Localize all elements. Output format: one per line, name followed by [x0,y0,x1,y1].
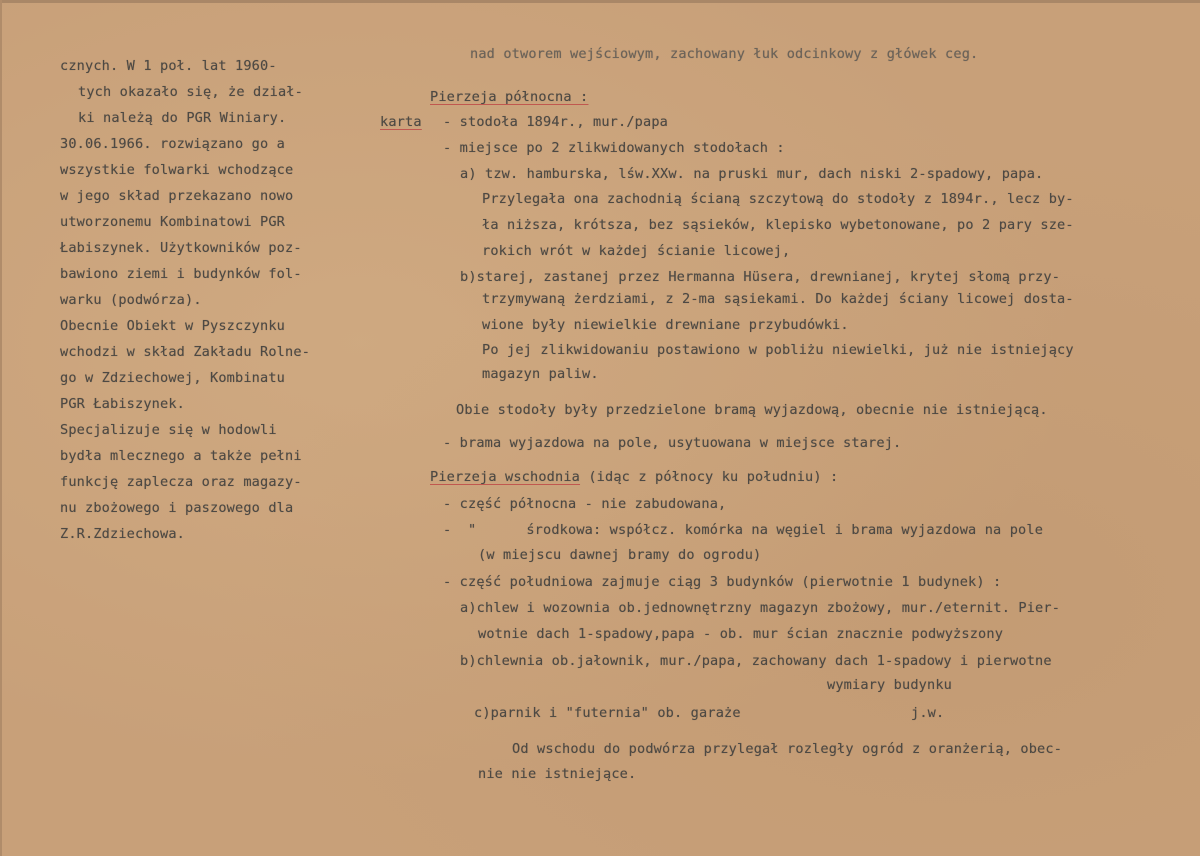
list-item: - część południowa zajmuje ciąg 3 budynków (pierwotnie 1 budynek) : [443,574,1002,590]
list-item: trzymywaną żerdziami, z 2-ma sąsiekami. Do każdej ściany licowej dosta- [482,291,1074,307]
list-item: magazyn paliw. [482,366,599,382]
left-line: Z.R.Zdziechowa. [60,526,186,542]
left-line: go w Zdziechowej, Kombinatu [60,370,286,386]
list-item: c)parnik i "futernia" ob. garaże [474,705,741,721]
list-item: Po jej zlikwidowaniu postawiono w pobliżu niewielki, już nie istniejący [482,342,1074,358]
section-heading-east [430,468,838,486]
left-line: ki należą do PGR Winiary. [78,110,287,126]
list-item: wymiary budynku [827,677,953,693]
left-line: Łabiszynek. Użytkowników poz- [60,240,302,256]
section-heading-east-suffix: (idąc z północy ku południu) : [580,469,839,485]
list-item: - część północna - nie zabudowana, [443,496,727,512]
left-line: w jego skład przekazano nowo [60,188,294,204]
list-item: rokich wrót w każdej ścianie licowej, [482,243,791,259]
list-item: a)chlew i wozownia ob.jednownętrzny magazyn zbożowy, mur./eternit. Pier- [460,600,1061,616]
page-edge-left [0,0,2,856]
left-line: bawiono ziemi i budynków fol- [60,266,302,282]
list-item: a) tzw. hamburska, lśw.XXw. na pruski mur, dach niski 2-spadowy, papa. [460,166,1044,182]
paragraph-line: Od wschodu do podwórza przylegał rozległy ogród z oranżerią, obec- [512,741,1063,757]
list-item: wotnie dach 1-spadowy,papa - ob. mur ścian znacznie podwyższony [478,626,1004,642]
list-item: j.w. [911,705,945,721]
list-item: ła niższa, krótsza, bez sąsieków, klepisko wybetonowane, po 2 pary sze- [482,217,1074,233]
left-line: 30.06.1966. rozwiązano go a [60,136,286,152]
continuation-line: nad otworem wejściowym, zachowany łuk odcinkowy z główek ceg. [470,46,979,62]
left-line: bydła mlecznego a także pełni [60,448,302,464]
margin-note-karta: karta [380,114,422,130]
list-item: - " środkowa: współcz. komórka na węgiel i brama wyjazdowa na pole [443,522,1044,538]
list-item: - miejsce po 2 zlikwidowanych stodołach : [443,140,785,156]
list-item: (w miejscu dawnej bramy do ogrodu) [478,547,762,563]
left-line: wchodzi w skład Zakładu Rolne- [60,344,311,360]
section-heading-north: Pierzeja północna : [430,89,589,105]
list-item: - brama wyjazdowa na pole, usytuowana w miejsce starej. [443,435,902,451]
list-item: - stodoła 1894r., mur./papa [443,114,669,130]
list-item: b)starej, zastanej przez Hermanna Hüsera, drewnianej, krytej słomą przy- [460,269,1061,285]
left-line: warku (podwórza). [60,292,202,308]
left-line: PGR Łabiszynek. [60,396,186,412]
list-item: wione były niewielkie drewniane przybudówki. [482,317,849,333]
list-item: b)chlewnia ob.jałownik, mur./papa, zachowany dach 1-spadowy i pierwotne [460,653,1052,669]
left-line: utworzonemu Kombinatowi PGR [60,214,286,230]
left-line: wszystkie folwarki wchodzące [60,162,294,178]
list-item: Przylegała ona zachodnią ścianą szczytową do stodoły z 1894r., lecz by- [482,191,1074,207]
section-heading-east-title: Pierzeja wschodnia [430,469,581,485]
left-line: nu zbożowego i paszowego dla [60,500,294,516]
left-line: Specjalizuje się w hodowli [60,422,277,438]
left-line: Obecnie Obiekt w Pyszczynku [60,318,286,334]
left-line: cznych. W 1 poł. lat 1960- [60,58,277,74]
left-line: tych okazało się, że dział- [78,84,304,100]
paragraph-line: nie nie istniejące. [478,766,637,782]
left-line: funkcję zaplecza oraz magazy- [60,474,302,490]
page-edge-top [0,0,1200,3]
list-item: Obie stodoły były przedzielone bramą wyjazdową, obecnie nie istniejącą. [456,402,1048,418]
